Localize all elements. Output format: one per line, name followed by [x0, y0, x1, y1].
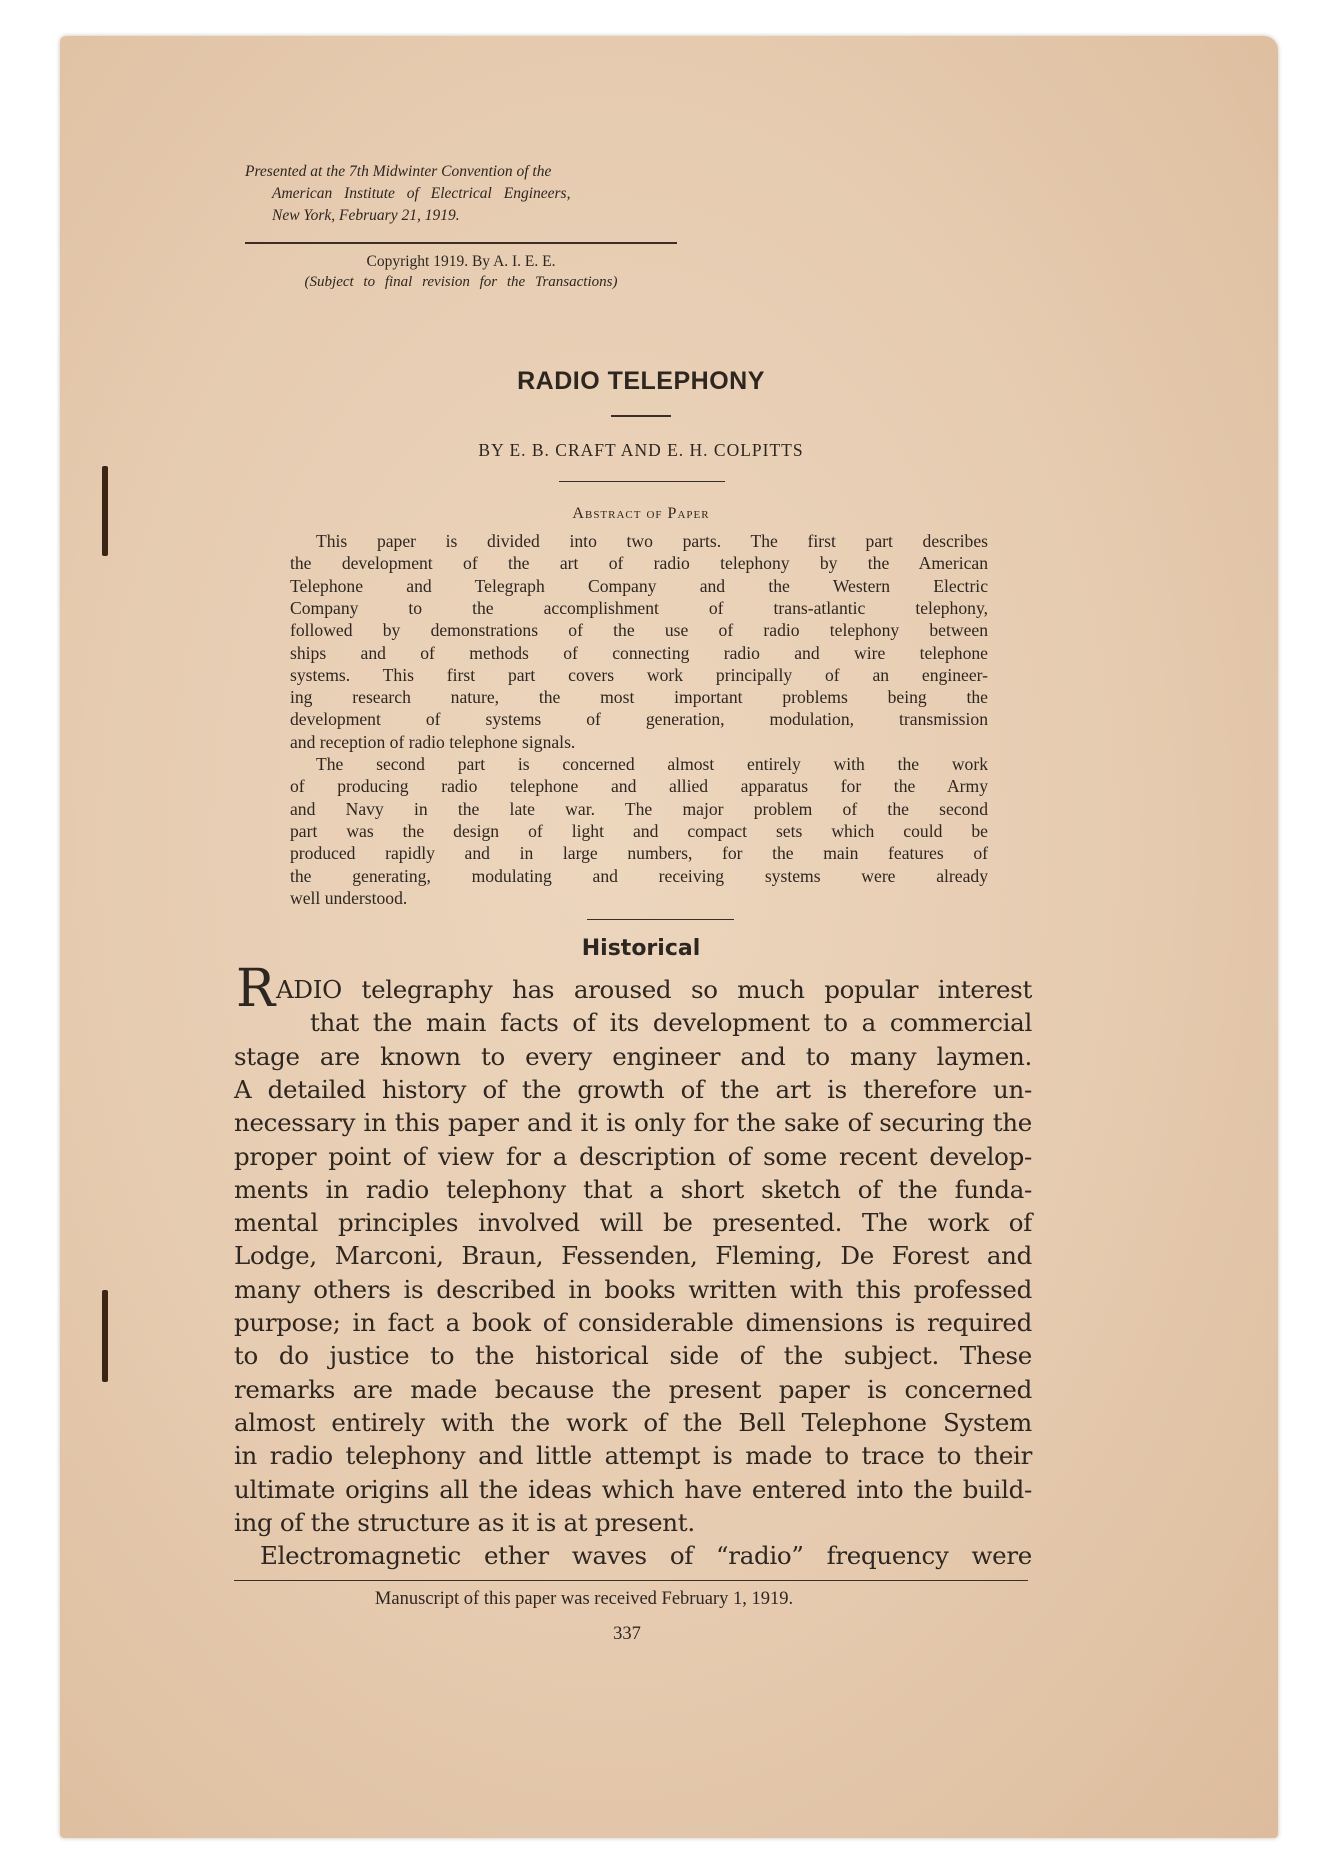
authors-divider — [559, 481, 725, 482]
body-line: ing of the structure as it is at present. — [234, 1507, 695, 1537]
abstract-line: produced rapidly and in large numbers, for the main features of — [290, 843, 988, 864]
body-line: Lodge, Marconi, Braun, Fessenden, Fleming, De Forest and — [234, 1241, 1032, 1271]
presented-line: New York, February 21, 1919. — [272, 207, 460, 224]
abstract-line: ing research nature, the most important problems being the — [290, 687, 988, 708]
footnote-divider — [234, 1580, 1028, 1581]
abstract-line: This paper is divided into two parts. The first part describes — [316, 531, 988, 551]
body-line: A detailed history of the growth of the art is therefore un- — [234, 1074, 1032, 1104]
body-line: purpose; in fact a book of considerable dimensions is required — [234, 1308, 1032, 1337]
abstract-line: ships and of methods of connecting radio and wire telephone — [290, 642, 988, 663]
abstract-line: Company to the accomplishment of trans-atlantic telephony, — [290, 597, 988, 618]
page-number: 337 — [613, 1624, 641, 1644]
footnote: Manuscript of this paper was received February 1, 1919. — [374, 1589, 794, 1609]
subject-note: (Subject to final revision for the Transactions) — [304, 274, 618, 290]
body-line: necessary in this paper and it is only for the sake of securing the — [234, 1108, 1032, 1138]
abstract-line: part was the design of light and compact sets which could be — [290, 820, 988, 841]
section-divider — [587, 919, 734, 920]
body-line: ments in radio telephony that a short sketch of the funda- — [234, 1174, 1032, 1204]
abstract-line: the generating, modulating and receiving systems were already — [290, 865, 988, 886]
body-line: ADIO telegraphy has aroused so much popular interest — [276, 975, 1032, 1004]
abstract-line: followed by demonstrations of the use of radio telephony between — [290, 620, 988, 641]
paper-title: RADIO TELEPHONY — [517, 367, 765, 395]
copyright: Copyright 1919. By A. I. E. E. — [366, 253, 556, 270]
body-line: Electromagnetic ether waves of “radio” frequency were — [260, 1541, 1032, 1571]
abstract-line: well understood. — [290, 887, 408, 908]
body-line: mental principles involved will be presented. The work of — [234, 1208, 1032, 1238]
abstract-line: development of systems of generation, modulation, transmission — [290, 709, 988, 730]
abstract-line: and Navy in the late war. The major problem of the second — [290, 798, 988, 819]
body-line: almost entirely with the work of the Bell Telephone System — [234, 1407, 1032, 1437]
title-divider — [611, 415, 671, 417]
abstract-line: The second part is concerned almost entirely with the work — [316, 754, 988, 774]
body-line: ultimate origins all the ideas which have entered into the build- — [234, 1474, 1032, 1504]
section-heading: Historical — [581, 936, 701, 961]
binding-staple-mark — [102, 1290, 108, 1382]
body-line: stage are known to every engineer and to many laymen. — [234, 1041, 1032, 1071]
abstract-line: systems. This first part covers work principally of an engineer- — [290, 664, 988, 685]
abstract-line: of producing radio telephone and allied apparatus for the Army — [290, 776, 988, 797]
abstract-line: and reception of radio telephone signals. — [290, 731, 576, 752]
abstract-line: Telephone and Telegraph Company and the Western Electric — [290, 575, 988, 596]
body-line: in radio telephony and little attempt is made to trace to their — [234, 1441, 1032, 1471]
header-divider — [245, 242, 677, 244]
abstract-heading: Abstract of Paper — [572, 505, 710, 522]
presented-line: American Institute of Electrical Engineers, — [272, 185, 571, 202]
body-line: remarks are made because the present paper is concerned — [234, 1374, 1032, 1404]
abstract-line: the development of the art of radio telephony by the American — [290, 553, 988, 574]
authors: BY E. B. CRAFT AND E. H. COLPITTS — [478, 440, 804, 460]
body-line: proper point of view for a description of some recent develop- — [234, 1141, 1032, 1171]
binding-staple-mark — [102, 466, 108, 556]
drop-cap: R — [236, 959, 276, 1019]
body-line: that the main facts of its development to a commercial — [310, 1008, 1032, 1038]
body-line: to do justice to the historical side of the subject. These — [234, 1341, 1032, 1371]
presented-line: Presented at the 7th Midwinter Convention of the — [245, 163, 552, 180]
body-line: many others is described in books written with this professed — [234, 1274, 1032, 1304]
